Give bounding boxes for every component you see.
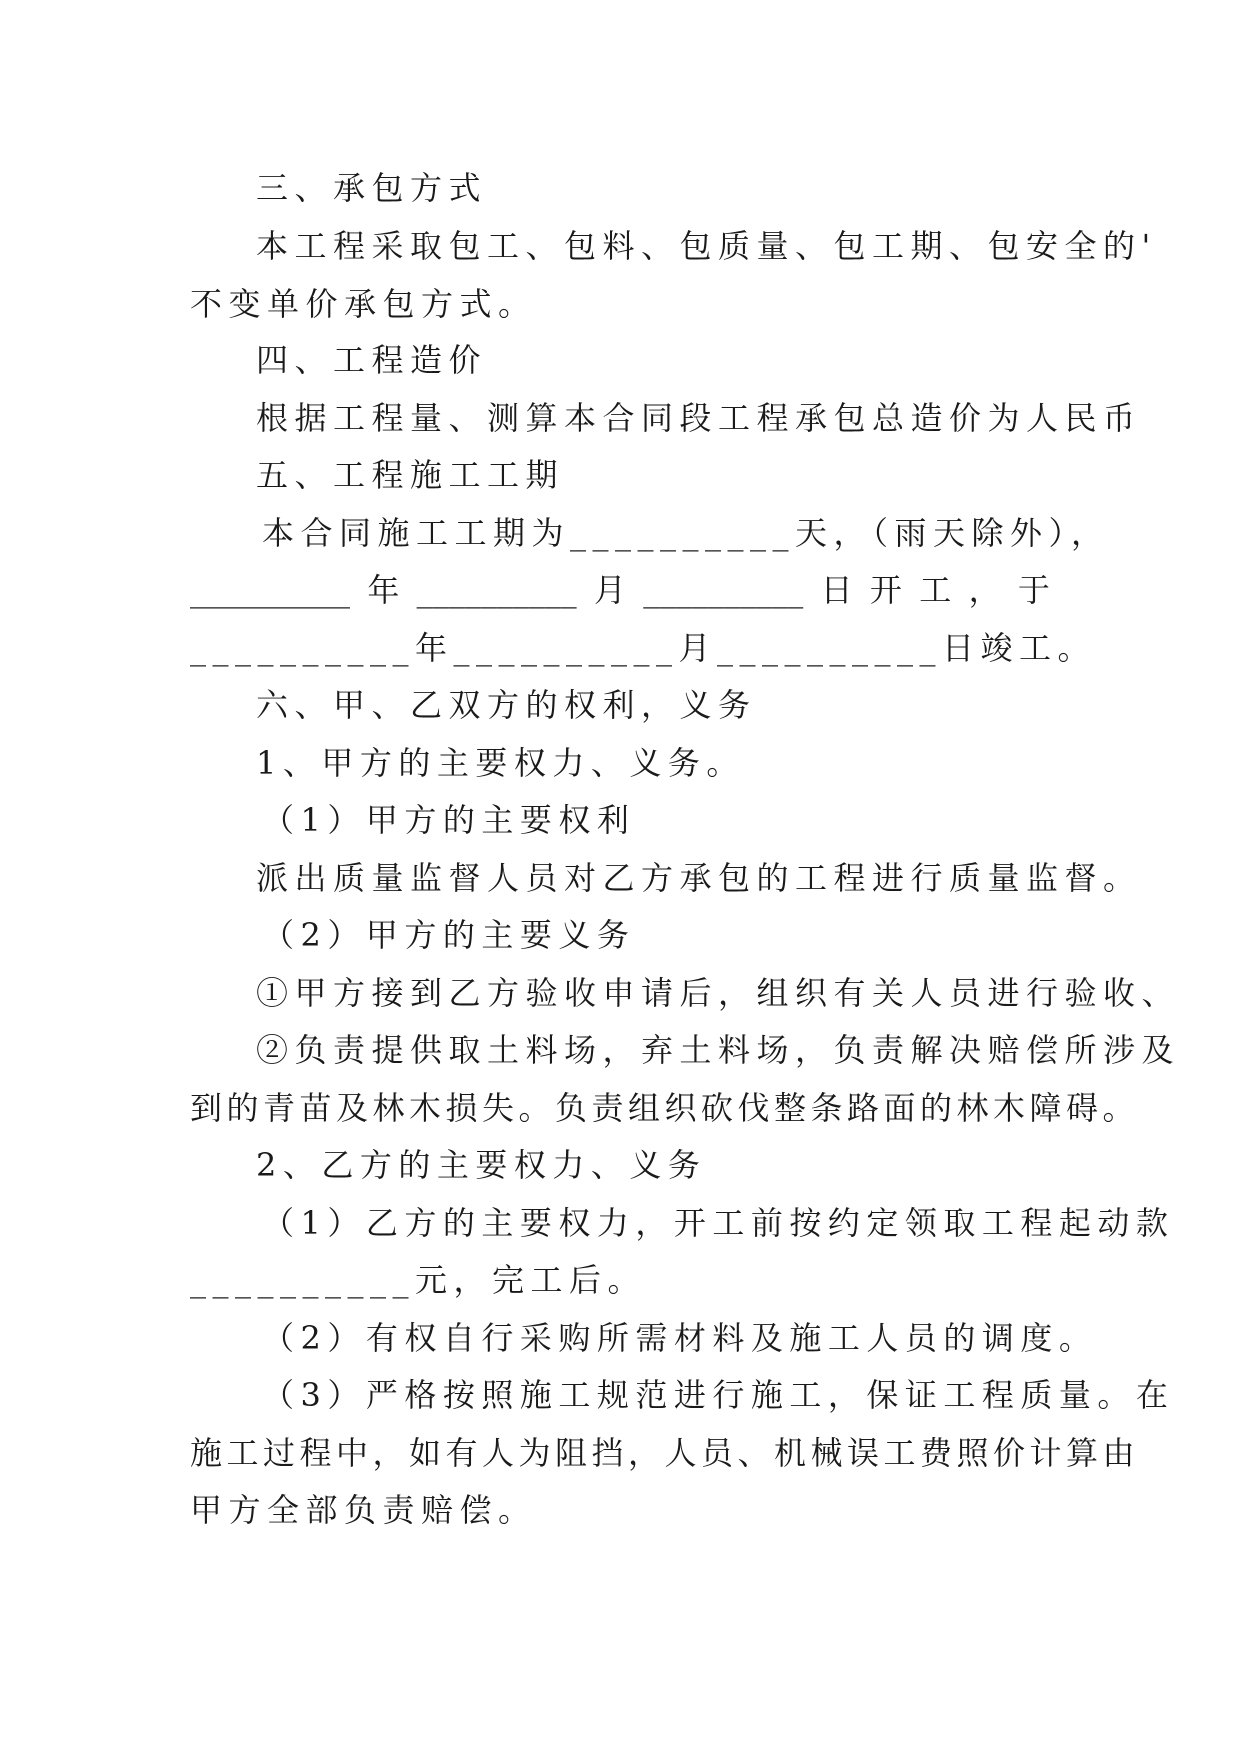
subheading: （2）甲方的主要义务 xyxy=(262,916,636,954)
text-fragment: 日 xyxy=(820,571,853,609)
blank-field: __________ xyxy=(643,571,804,609)
paragraph-line: 派出质量监督人员对乙方承包的工程进行质量监督。 xyxy=(256,859,1142,897)
section-heading-rights-obligations: 六、甲、乙双方的权利，义务 xyxy=(256,686,757,724)
section-heading-contract-method: 三、承包方式 xyxy=(256,169,488,207)
paragraph-line: 本工程采取包工、包料、包质量、包工期、包安全的' xyxy=(256,227,1157,265)
text-fragment: 月 xyxy=(593,571,626,609)
paragraph-line: （1）乙方的主要权力，开工前按约定领取工程起动款 xyxy=(262,1204,1175,1242)
text-fragment: 年 xyxy=(367,571,400,609)
paragraph-line: 甲方全部负责赔偿。 xyxy=(190,1491,537,1529)
paragraph-line: （2）有权自行采购所需材料及施工人员的调度。 xyxy=(262,1319,1098,1357)
paragraph-line: ①甲方接到乙方验收申请后，组织有关人员进行验收、 xyxy=(256,974,1181,1012)
text-fragment: 于 xyxy=(1017,571,1050,609)
subheading: 1、甲方的主要权力、义务。 xyxy=(256,744,745,782)
paragraph-line: __________元，完工后。 xyxy=(190,1261,647,1299)
paragraph-line: （3）严格按照施工规范进行施工，保证工程质量。在 xyxy=(262,1376,1175,1414)
blank-field: __________ xyxy=(190,571,350,609)
subheading: 2、乙方的主要权力、义务 xyxy=(256,1146,707,1184)
text-fragment: ， xyxy=(968,571,1001,609)
paragraph-line: 本合同施工工期为__________天，（雨天除外）， xyxy=(262,514,1110,552)
subheading: （1）甲方的主要权利 xyxy=(262,801,636,839)
paragraph-line: __________年__________月__________日竣工。 xyxy=(190,629,1097,667)
paragraph-line: 根据工程量、测算本合同段工程承包总造价为人民币 xyxy=(256,399,1142,437)
section-heading-construction-period: 五、工程施工工期 xyxy=(256,456,565,494)
text-fragment: 开 xyxy=(869,571,902,609)
paragraph-line: 施工过程中，如有人为阻挡，人员、机械误工费照价计算由 xyxy=(190,1434,1140,1472)
paragraph-line: ②负责提供取土料场，弃土料场，负责解决赔偿所涉及 xyxy=(256,1031,1181,1069)
blank-field: __________ xyxy=(416,571,577,609)
section-heading-project-cost: 四、工程造价 xyxy=(256,341,488,379)
paragraph-line: 不变单价承包方式。 xyxy=(190,285,537,323)
text-fragment: 工 xyxy=(919,571,952,609)
paragraph-line-justified xyxy=(190,570,1050,610)
paragraph-line: 到的青苗及林木损失。负责组织砍伐整条路面的林木障碍。 xyxy=(190,1089,1140,1127)
